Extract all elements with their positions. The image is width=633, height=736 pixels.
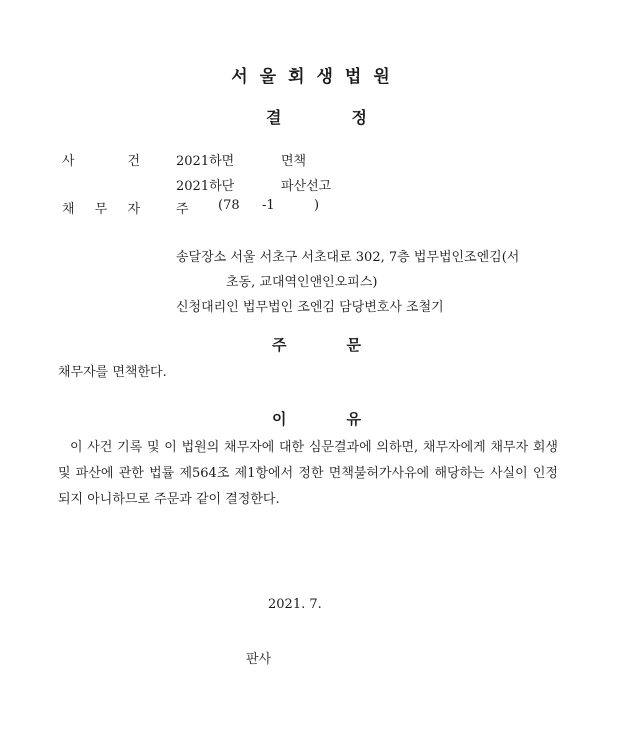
- debtor-id-open: (78: [218, 198, 240, 213]
- case-number-2: 2021하단: [176, 179, 235, 194]
- case-type-1: 면책: [281, 154, 307, 169]
- debtor-id-close: ): [314, 198, 320, 213]
- reason-text: 이 사건 기록 및 이 법원의 채무자에 대한 심문결과에 의하면, 채무자에게 채무자 회생 및 파산에 관한 법률 제564조 제1항에서 정한 면책불허가사유에 해당하는 사실이 인정되지 아니하므로 주문과 같이 결정한다.: [58, 440, 558, 507]
- order-heading: 주문: [272, 336, 421, 354]
- debtor-label-char-3: 자: [127, 202, 140, 217]
- decision-date: 2021. 7.: [268, 597, 322, 612]
- service-address-line2: 초동, 교대역인앤인오피스): [226, 275, 378, 290]
- debtor-label-char-1: 채: [62, 202, 75, 217]
- case-label-char-1: 사: [62, 154, 75, 169]
- agent-line: 신청대리인 법무법인 조엔김 담당변호사 조철기: [176, 300, 444, 315]
- case-type-2: 파산선고: [281, 179, 332, 194]
- reason-paragraph: [58, 435, 558, 513]
- service-address-line1: 송달장소 서울 서초구 서초대로 302, 7층 법무법인조엔김(서: [176, 250, 520, 265]
- order-text: 채무자를 면책한다.: [58, 365, 167, 380]
- judge-label: 판사: [246, 652, 272, 667]
- case-label-char-2: 건: [127, 154, 140, 169]
- debtor-label: [62, 198, 140, 217]
- debtor-label-char-2: 무: [94, 202, 108, 217]
- debtor-id-mid: -1: [262, 198, 275, 213]
- reason-heading: 이유: [272, 410, 421, 428]
- case-number-1: 2021하면: [176, 154, 235, 169]
- debtor-name: 주: [176, 202, 189, 217]
- case-label: [62, 150, 140, 169]
- document-title: 결정: [266, 108, 437, 127]
- court-name: 서울회생법원: [231, 67, 402, 87]
